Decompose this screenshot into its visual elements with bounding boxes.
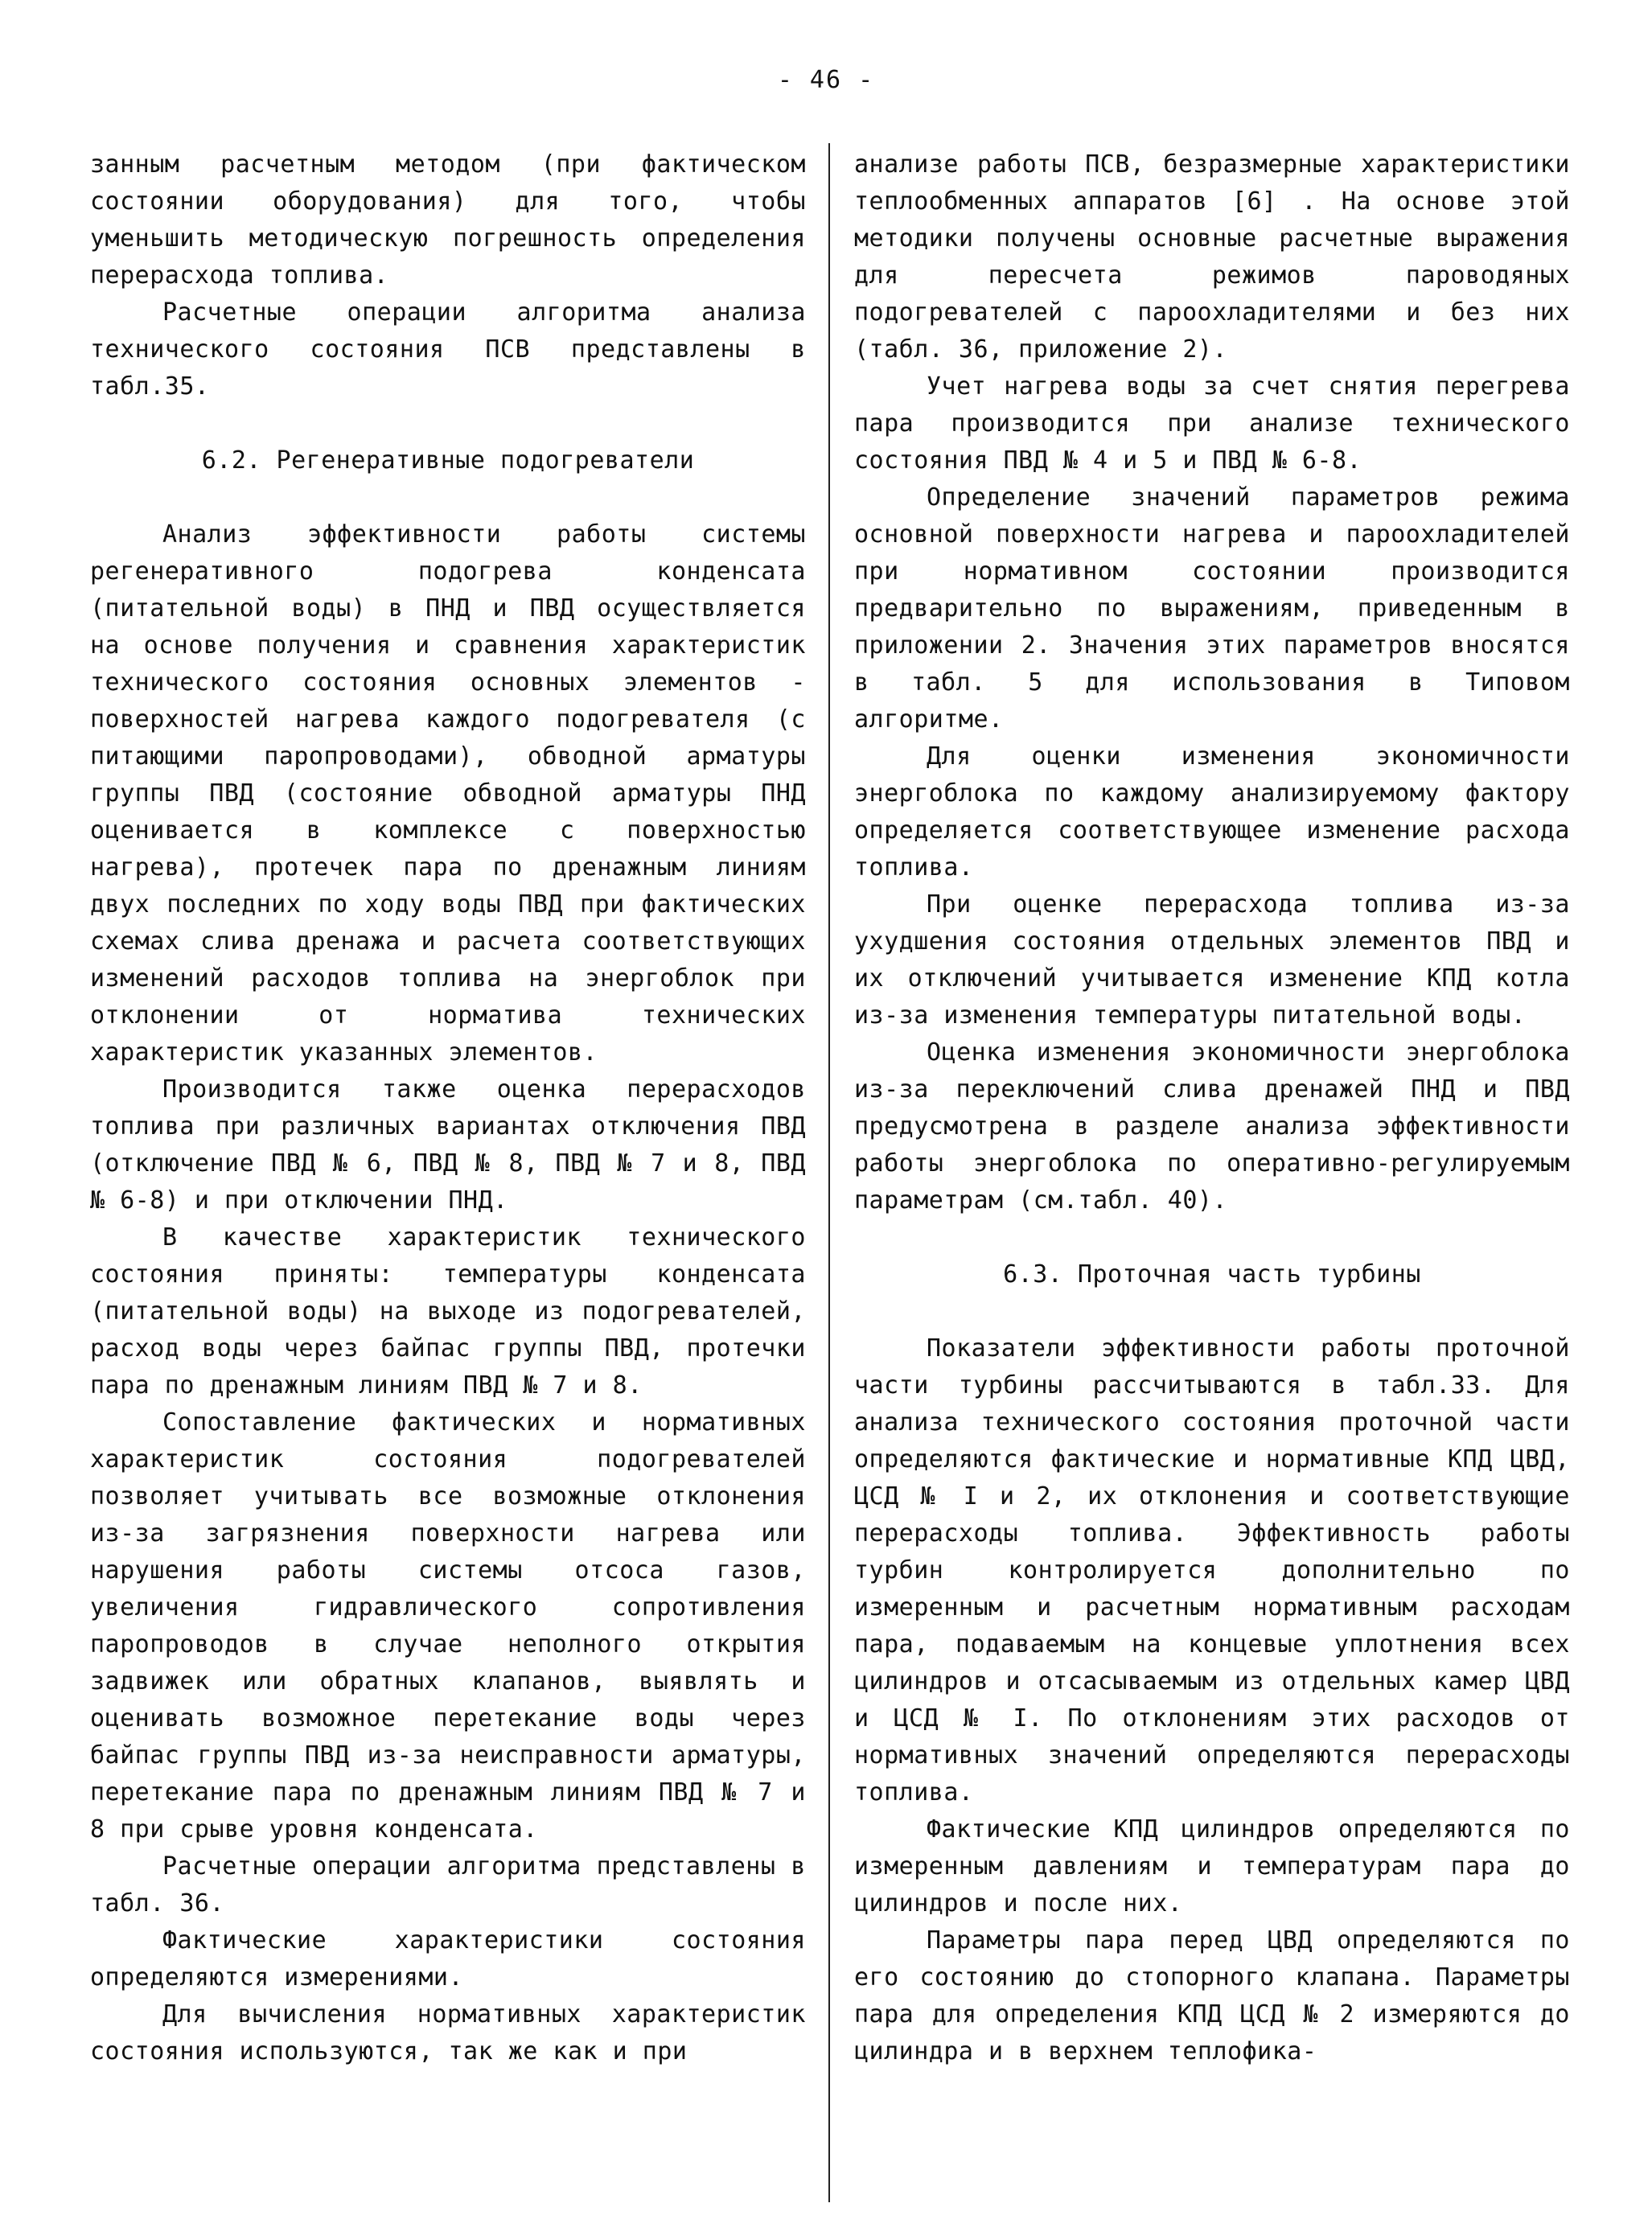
paragraph: Для вычисления нормативных характеристик состояния используются, так же как и при (90, 2000, 806, 2066)
paragraph: занным расчетным методом (при фактическом состоянии оборудования) для того, чтобы уменьшить методическую погрешность определения перерасхода топлива. (90, 150, 806, 290)
paragraph: Учет нагрева воды за счет снятия перегрева пара производится при анализе технического состояния ПВД № 4 и 5 и ПВД № 6-8. (854, 372, 1570, 475)
paragraph: Для оценки изменения экономичности энергоблока по каждому анализируемому фактору определяется соответствующее изменение расхода топлива. (854, 742, 1570, 882)
paragraph: Определение значений параметров режима основной поверхности нагрева и пароохладителей при нормативном состоянии производится предварительно по выражениям, приведенным в приложении 2. Значения этих параметров вносятся в табл. 5 для использования в Типовом алгоритме. (854, 483, 1570, 734)
page-number: - 46 - (777, 66, 875, 94)
paragraph: В качестве характеристик технического состояния приняты: температуры конденсата (питательной воды) на выходе из подогревателей, расход воды через байпас группы ПВД, протечки пара по дренажным линиям ПВД № 7 и 8. (90, 1223, 806, 1400)
paragraph: Оценка изменения экономичности энергоблока из-за переключений слива дренажей ПНД и ПВД предусмотрена в разделе анализа эффективности работы энергоблока по оперативно-регулируемым параметрам (см.табл. 40). (854, 1038, 1570, 1215)
left-column (90, 146, 806, 2070)
paragraph: Расчетные операции алгоритма анализа технического состояния ПСВ представлены в табл.35. (90, 298, 806, 401)
section-heading: 6.3. Проточная часть турбины (1003, 1260, 1421, 1289)
section-heading: 6.2. Регенеративные подогреватели (201, 446, 695, 475)
right-column (854, 146, 1570, 2070)
paragraph: Фактические характеристики состояния определяются измерениями. (90, 1926, 806, 1992)
column-divider (828, 143, 830, 2202)
paragraph: При оценке перерасхода топлива из-за ухудшения состояния отдельных элементов ПВД и их отключений учитывается изменение КПД котла из-за изменения температуры питательной воды. (854, 890, 1570, 1030)
paragraph: Параметры пара перед ЦВД определяются по его состоянию до стопорного клапана. Параметры пара для определения КПД ЦСД № 2 измеряются до цилиндра и в верхнем теплофика- (854, 1926, 1570, 2066)
paragraph: Анализ эффективности работы системы регенеративного подогрева конденсата (питательной воды) в ПНД и ПВД осуществляется на основе получения и сравнения характеристик технического состояния основных элементов - поверхностей нагрева каждого подогревателя (с питающими паропроводами), обводной арматуры группы ПВД (состояние обводной арматуры ПНД оценивается в комплексе с поверхностью нагрева), протечек пара по дренажным линиям двух последних по ходу воды ПВД при фактических схемах слива дренажа и расчета соответствующих изменений расходов топлива на энергоблок при отклонении от норматива технических характеристик указанных элементов. (90, 520, 806, 1067)
paragraph: Фактические КПД цилиндров определяются по измеренным давлениям и температурам пара до цилиндров и после них. (854, 1815, 1570, 1918)
paragraph: Производится также оценка перерасходов топлива при различных вариантах отключения ПВД (отключение ПВД № 6, ПВД № 8, ПВД № 7 и 8, ПВД № 6-8) и при отключении ПНД. (90, 1075, 806, 1215)
paragraph: Сопоставление фактических и нормативных характеристик состояния подогревателей позволяет учитывать все возможные отклонения из-за загрязнения поверхности нагрева или нарушения работы системы отсоса газов, увеличения гидравлического сопротивления паропроводов в случае неполного открытия задвижек или обратных клапанов, выявлять и оценивать возможное перетекание воды через байпас группы ПВД из-за неисправности арматуры, перетекание пара по дренажным линиям ПВД № 7 и 8 при срыве уровня конденсата. (90, 1408, 806, 1844)
paragraph: Расчетные операции алгоритма представлены в табл. 36. (90, 1852, 806, 1918)
paragraph: Показатели эффективности работы проточной части турбины рассчитываются в табл.33. Для анализа технического состояния проточной части определяются фактические и нормативные КПД ЦВД, ЦСД № I и 2, их отклонения и соответствующие перерасходы топлива. Эффективность работы турбин контролируется дополнительно по измеренным и расчетным нормативным расходам пара, подаваемым на концевые уплотнения всех цилиндров и отсасываемым из отдельных камер ЦВД и ЦСД № I. По отклонениям этих расходов от нормативных значений определяются перерасходы топлива. (854, 1334, 1570, 1807)
paragraph: анализе работы ПСВ, безразмерные характеристики теплообменных аппаратов [6] . На основе этой методики получены основные расчетные выражения для пересчета режимов пароводяных подогревателей с пароохладителями и без них (табл. 36, приложение 2). (854, 150, 1570, 364)
